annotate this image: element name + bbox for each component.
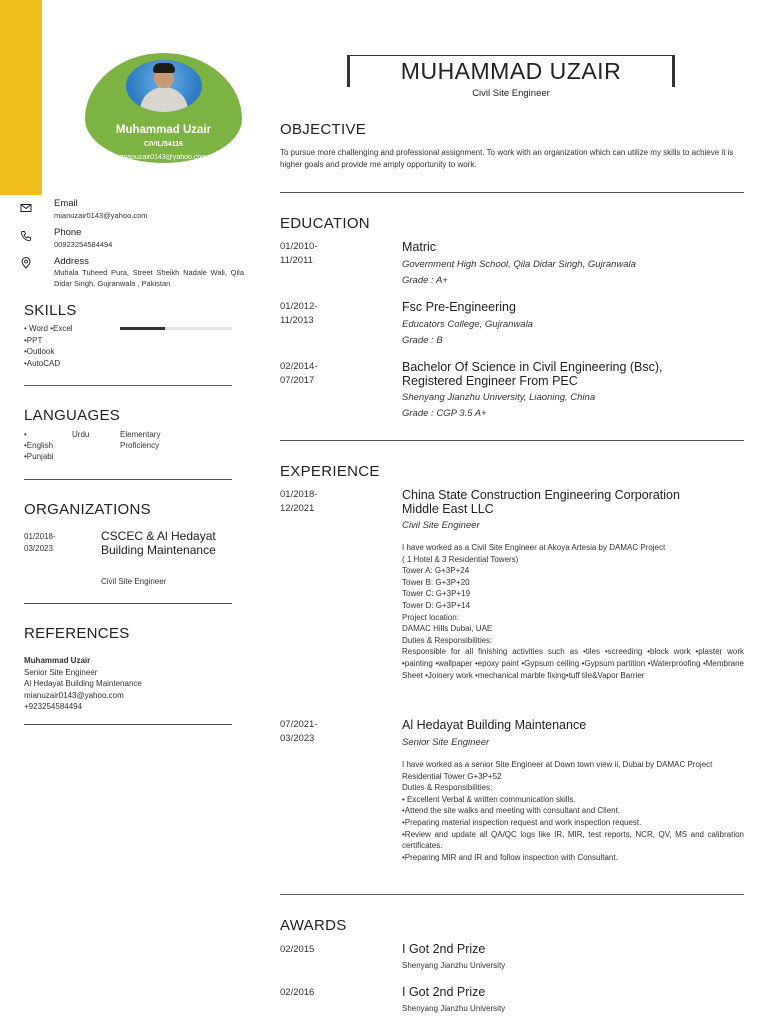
divider [24,479,232,480]
organization-role: Civil Site Engineer [101,577,167,586]
language-level: Elementary [120,430,161,439]
education-title: Matric [402,240,437,254]
mail-icon [20,202,32,214]
education-grade: Grade : B [402,335,443,346]
phone-value[interactable]: 00923254584494 [54,240,113,249]
page-title: MUHAMMAD UZAIR [400,58,622,84]
experience-role: Senior Site Engineer [402,737,490,748]
skill-item: •Outlook [24,347,55,356]
experience-heading: EXPERIENCE [280,463,380,480]
description-line: Duties & Responsibilities: [402,635,493,645]
email-value[interactable]: mianuzair0143@yahoo.com [54,211,148,220]
divider [280,192,744,193]
education-grade: Grade : CGP 3.5 A+ [402,408,487,419]
reference-role: Senior Site Engineer [24,667,98,677]
skill-level-bar [120,327,232,330]
organizations-heading: ORGANIZATIONS [24,501,151,518]
phone-icon [20,230,32,242]
languages-heading: LANGUAGES [24,407,121,424]
address-value: Muhala Tuheed Pura, Street Sheikh Nadale Wali, Qila Didar Singh, Gujranwala , Pakistan [54,268,244,288]
education-heading: EDUCATION [280,215,370,232]
organization-date: 01/2018- 03/2023 [24,532,56,553]
divider [24,724,232,725]
education-school: Educators College, Gujranwala [402,319,533,330]
award-org: Shenyang Jianzhu University [402,1004,506,1013]
description-line: ( 1 Hotel & 3 Residential Towers) [402,554,519,564]
description-line: DAMAC Hills Dubai, UAE [402,624,493,634]
accent-bar [0,0,42,195]
description-line: I have worked as a senior Site Engineer at Down town view ii, Dubai by DAMAC Project [402,760,713,769]
reference-block [24,655,142,713]
education-date: 01/2012- 11/2013 [280,301,318,326]
divider [24,385,232,386]
experience-company: Al Hedayat Building Maintenance [402,718,587,732]
objective-text: To pursue more challenging and professional assignment. To work with an organization which can utilize my skills to achieve it is higher goals and provide me amply opportunity to work. [280,148,734,169]
badge-email: mianuzair0143@yahoo.com [119,154,208,161]
description-line: Project location: [402,612,459,622]
language-english: •English [24,441,54,450]
award-title: I Got 2nd Prize [402,942,486,956]
experience-description [402,759,744,863]
education-school: Government High School, Qila Didar Singh, Gujranwala [402,259,636,270]
description-line: •Preparing material inspection request and work inspection request. [402,817,642,827]
reference-email[interactable]: mianuzair0143@yahoo.com [24,690,124,700]
skills-list [24,323,73,369]
description-line: I have worked as a Civil Site Engineer at Akoya Artesia by DAMAC Project [402,543,666,552]
language-punjabi: •Punjabi [24,452,54,461]
skill-item: • Word •Excel [24,324,73,333]
divider [280,894,744,895]
skill-item: •PPT [24,335,43,345]
education-school: Shenyang Jianzhu University, Liaoning, China [402,392,596,403]
description-line: •Review and update all QA/QC logs like IR, MIR, test reports, NCR, QV, MS and calibration certificates. [402,829,744,851]
award-date: 02/2016 [280,987,315,998]
skill-level-fill [120,327,165,330]
description-line: Responsible for all finishing activities such as •tiles •screeding •block work •plaster work •painting •wallpaper •epoxy paint •Gypsum ceiling •Gypsum partition •Waterproofing •Membrane Sheet •Joinery work •mechanical marble fixing•tuff tile&Vapor Barrier [402,647,744,680]
reference-name: Muhammad Uzair [24,656,91,665]
description-line: Residential Tower G+3P+52 [402,771,502,781]
award-org: Shenyang Jianzhu University [402,961,506,970]
education-date: 01/2010- 11/2011 [280,241,318,266]
language-bullet: • [24,430,27,439]
experience-company: China State Construction Engineering Corporation Middle East LLC [402,488,680,516]
description-line: Tower A: G+3P+24 [402,566,470,576]
profile-photo [126,60,202,112]
organization-name: CSCEC & Al Hedayat Building Maintenance [101,529,216,557]
objective-heading: OBJECTIVE [280,121,367,138]
address-label: Address [54,256,89,267]
divider [280,440,744,441]
description-line: •Preparing MIR and IR and follow inspection with Consultant. [402,852,618,862]
description-line: Duties & Responsibilities: [402,783,493,793]
phone-label: Phone [54,227,82,238]
language-level-2: Proficiency [120,441,160,450]
email-label: Email [54,198,78,209]
skills-heading: SKILLS [24,302,77,319]
education-title: Bachelor Of Science in Civil Engineering (Bsc), Registered Engineer From PEC [402,360,663,388]
skill-item: •AutoCAD [24,358,61,368]
award-date: 02/2015 [280,944,315,955]
divider [24,603,232,604]
education-grade: Grade : A+ [402,275,448,286]
references-heading: REFERENCES [24,625,130,642]
experience-date: 07/2021- 03/2023 [280,719,318,744]
description-line: • Excellent Verbal & written communication skills. [402,794,576,804]
description-line: •Attend the site walks and meeting with consultant and Client. [402,806,621,816]
awards-heading: AWARDS [280,917,347,934]
description-line: Tower D: G+3P+14 [402,600,471,610]
description-line: Tower C: G+3P+19 [402,589,471,599]
education-date: 02/2014- 07/2017 [280,361,318,386]
location-pin-icon [20,257,32,269]
reference-phone: +923254584494 [24,702,83,711]
description-line: Tower B: G+3P+20 [402,577,470,587]
job-title: Civil Site Engineer [472,88,550,99]
badge-name: Muhammad Uzair [115,124,212,136]
experience-role: Civil Site Engineer [402,520,480,531]
award-title: I Got 2nd Prize [402,985,486,999]
experience-date: 01/2018- 12/2021 [280,489,318,514]
language-urdu: Urdu [72,430,90,439]
reference-company: Al Hedayat Building Maintenance [24,679,142,688]
experience-description [402,542,744,681]
badge-id: CIVIL/54116 [144,141,183,148]
education-title: Fsc Pre-Engineering [402,300,516,314]
